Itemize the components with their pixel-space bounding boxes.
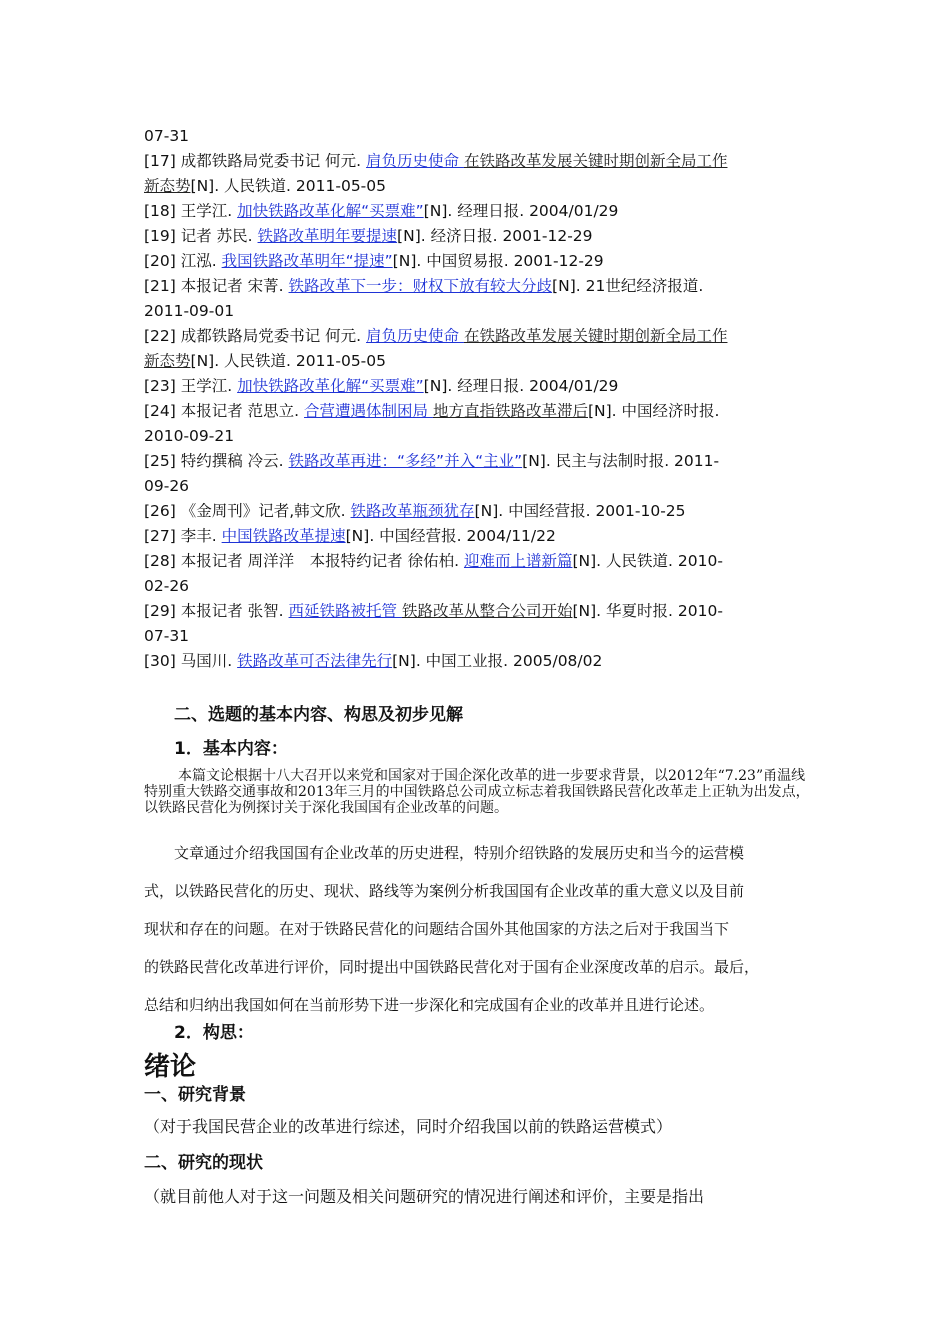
reference-text: [N]. 中国工业报. 2005/08/02 xyxy=(392,652,603,670)
reference-link[interactable]: 在铁路改革发展关键时期创新全局工作 xyxy=(463,327,728,345)
reference-link[interactable]: 铁路改革从整合公司开始 xyxy=(401,602,573,620)
reference-text: [26] 《金周刊》记者,韩文欣. xyxy=(144,502,351,520)
reference-text: [20] 江泓. xyxy=(144,252,222,270)
reference-text: 2010-09-21 xyxy=(144,427,235,445)
reference-text: 02-26 xyxy=(144,577,190,595)
research-background-text: （对于我国民营企业的改革进行综述，同时介绍我国以前的铁路运营模式） xyxy=(144,1117,673,1136)
reference-text: 09-26 xyxy=(144,477,190,495)
reference-text: [N]. 中国经营报. 2004/11/22 xyxy=(345,527,556,545)
basic-content-paragraph-2 xyxy=(144,834,816,1024)
reference-text: [N]. 人民铁道. 2011-05-05 xyxy=(190,352,386,370)
reference-link[interactable]: 新态势 xyxy=(144,352,191,370)
reference-text: [28] 本报记者 周洋洋 本报特约记者 徐佑柏. xyxy=(144,552,464,570)
reference-text: [N]. 民主与法制时报. 2011- xyxy=(522,452,720,470)
reference-text: [17] 成都铁路局党委书记 何元. xyxy=(144,152,367,170)
reference-text: [N]. 中国经营报. 2001-10-25 xyxy=(474,502,686,520)
reference-link[interactable]: 加快铁路改革化解“买票难” xyxy=(237,202,424,220)
reference-text: [N]. 中国经济时报. xyxy=(587,402,720,420)
reference-text: [N]. 中国贸易报. 2001-12-29 xyxy=(392,252,604,270)
reference-line xyxy=(144,549,814,574)
research-status-heading: 二、研究的现状 xyxy=(144,1153,263,1173)
reference-text: [25] 特约撰稿 冷云. xyxy=(144,452,289,470)
reference-text: [19] 记者 苏民. xyxy=(144,227,258,245)
reference-link[interactable]: 铁路改革可否法律先行 xyxy=(237,652,393,670)
reference-text: [N]. 经济日报. 2001-12-29 xyxy=(397,227,593,245)
reference-line xyxy=(144,599,814,624)
reference-line xyxy=(144,299,814,324)
reference-link[interactable]: 铁路改革明年要提速 xyxy=(257,227,398,245)
reference-text: [N]. 人民铁道. 2010- xyxy=(572,552,723,570)
paragraph-line: 现状和存在的问题。在对于铁路民营化的问题结合国外其他国家的方法之后对于我国当下 xyxy=(144,920,730,938)
reference-link[interactable]: 铁路改革下一步：财权下放有较大分歧 xyxy=(288,277,553,295)
reference-link[interactable]: 合营遭遇体制困局 xyxy=(304,402,433,420)
basic-content-heading: 1．基本内容： xyxy=(174,739,288,759)
reference-link[interactable]: 西延铁路被托管 xyxy=(288,602,402,620)
reference-text: [N]. 经理日报. 2004/01/29 xyxy=(423,377,619,395)
reference-line xyxy=(144,249,814,274)
reference-text: [24] 本报记者 范思立. xyxy=(144,402,305,420)
reference-text: [N]. 经理日报. 2004/01/29 xyxy=(423,202,619,220)
reference-line xyxy=(144,424,814,449)
reference-text: [29] 本报记者 张智. xyxy=(144,602,289,620)
reference-link[interactable]: 加快铁路改革化解“买票难” xyxy=(237,377,424,395)
reference-link[interactable]: 中国铁路改革提速 xyxy=(221,527,346,545)
reference-line xyxy=(144,324,814,349)
reference-line xyxy=(144,374,814,399)
reference-line xyxy=(144,524,814,549)
reference-link[interactable]: 迎难而上谱新篇 xyxy=(463,552,573,570)
reference-text: [N]. 21世纪经济报道. xyxy=(552,277,704,295)
reference-line xyxy=(144,574,814,599)
reference-link[interactable]: 铁路改革瓶颈犹存 xyxy=(350,502,475,520)
reference-line xyxy=(144,449,814,474)
reference-text: [23] 王学江. xyxy=(144,377,238,395)
reference-text: 2011-09-01 xyxy=(144,302,235,320)
introduction-title: 绪论 xyxy=(144,1052,197,1082)
reference-line xyxy=(144,199,814,224)
reference-line xyxy=(144,274,814,299)
paragraph-line: 的铁路民营化改革进行评价，同时提出中国铁路民营化对于国有企业深度改革的启示。最后， xyxy=(144,958,760,976)
reference-text: [22] 成都铁路局党委书记 何元. xyxy=(144,327,367,345)
reference-text: 07-31 xyxy=(144,127,190,145)
reference-link[interactable]: 新态势 xyxy=(144,177,191,195)
reference-line xyxy=(144,649,814,674)
reference-link[interactable]: 肩负历史使命 xyxy=(366,152,464,170)
reference-link[interactable]: 在铁路改革发展关键时期创新全局工作 xyxy=(463,152,728,170)
reference-line xyxy=(144,399,814,424)
reference-line xyxy=(144,224,814,249)
basic-content-paragraph-1 xyxy=(144,768,816,816)
reference-line xyxy=(144,624,814,649)
paragraph-line: 文章通过介绍我国国有企业改革的历史进程，特别介绍铁路的发展历史和当今的运营模 xyxy=(144,844,745,862)
reference-link[interactable]: 铁路改革再进：“多经”并入“主业” xyxy=(288,452,523,470)
section-2-title: 二、选题的基本内容、构思及初步见解 xyxy=(174,705,463,725)
reference-text: [30] 马国川. xyxy=(144,652,238,670)
reference-text: [N]. 人民铁道. 2011-05-05 xyxy=(190,177,386,195)
reference-link[interactable]: 我国铁路改革明年“提速” xyxy=(221,252,393,270)
reference-text: [N]. 华夏时报. 2010- xyxy=(572,602,723,620)
reference-line xyxy=(144,499,814,524)
reference-link[interactable]: 地方直指铁路改革滞后 xyxy=(432,402,588,420)
reference-line xyxy=(144,349,814,374)
reference-link[interactable]: 肩负历史使命 xyxy=(366,327,464,345)
reference-text: [27] 李丰. xyxy=(144,527,222,545)
concept-heading: 2．构思： xyxy=(174,1023,254,1043)
reference-line xyxy=(144,149,814,174)
reference-text: [21] 本报记者 宋菁. xyxy=(144,277,289,295)
research-background-heading: 一、研究背景 xyxy=(144,1085,246,1105)
paragraph-line: 式，以铁路民营化的历史、现状、路线等为案例分析我国国有企业改革的重大意义以及目前 xyxy=(144,882,745,900)
reference-text: 07-31 xyxy=(144,627,190,645)
reference-list xyxy=(144,124,814,674)
reference-line xyxy=(144,474,814,499)
reference-text: [18] 王学江. xyxy=(144,202,238,220)
reference-line xyxy=(144,124,814,149)
reference-line xyxy=(144,174,814,199)
research-status-text: （就目前他人对于这一问题及相关问题研究的情况进行阐述和评价，主要是指出 xyxy=(144,1187,705,1206)
paragraph-line: 总结和归纳出我国如何在当前形势下进一步深化和完成国有企业的改革并且进行论述。 xyxy=(144,996,715,1014)
basic-para1-text: 本篇文论根据十八大召开以来党和国家对于国企深化改革的进一步要求背景，以2012年“7.23”甬温线特别重大铁路交通事故和2013年三月的中国铁路总公司成立标志着我国铁路民营化改革走上正轨为出发点，以铁路民营化为例探讨关于深化我国国有企业改革的问题。 xyxy=(144,768,810,816)
